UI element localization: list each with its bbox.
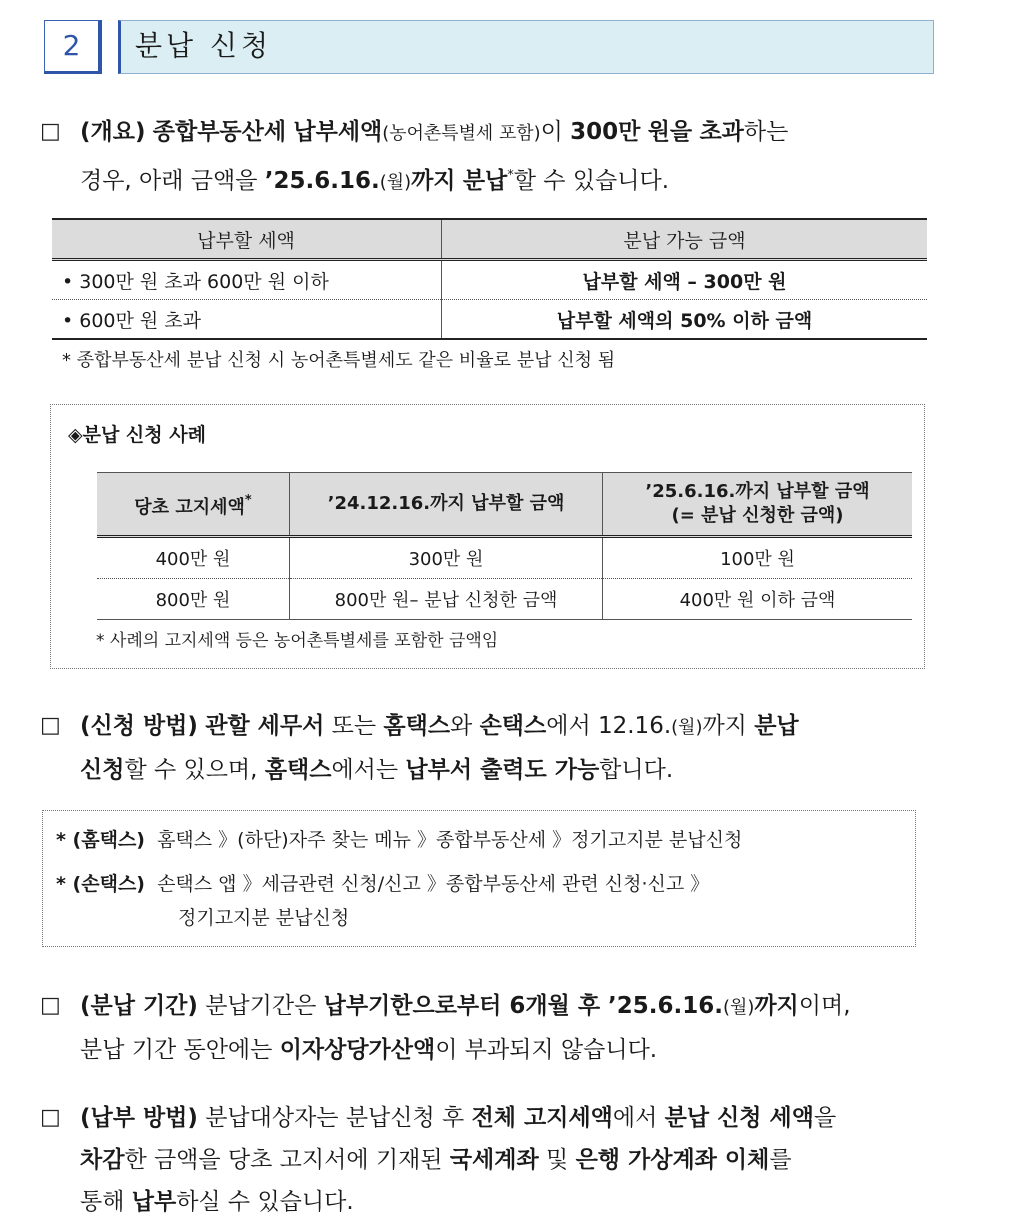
table-row bbox=[52, 260, 927, 300]
checkbox-bullet: □ bbox=[40, 713, 61, 738]
table-cell: 800만 원 bbox=[97, 579, 290, 620]
case-table bbox=[97, 472, 912, 620]
table-cell: 100만 원 bbox=[603, 537, 913, 579]
checkbox-bullet: □ bbox=[40, 119, 61, 144]
payment-line-3: 통해 납부하실 수 있습니다. bbox=[80, 1189, 354, 1215]
section-title: 분납 신청 bbox=[118, 20, 934, 74]
method-line-1: (신청 방법) 관할 세무서 또는 홈택스와 손택스에서 12.16.(월)까지 분납 bbox=[80, 713, 799, 739]
table-row bbox=[52, 300, 927, 340]
table-header: ’25.6.16.까지 납부할 금액 (= 분납 신청한 금액) bbox=[603, 473, 913, 537]
table-row bbox=[97, 579, 912, 620]
table-cell: 400만 원 bbox=[97, 537, 290, 579]
table-cell: 800만 원– 분납 신청한 금액 bbox=[290, 579, 603, 620]
table-header: 당초 고지세액* bbox=[97, 473, 290, 537]
table-cell: • 600만 원 초과 bbox=[52, 300, 442, 340]
table-cell: • 300만 원 초과 600만 원 이하 bbox=[52, 260, 442, 300]
checkbox-bullet: □ bbox=[40, 993, 61, 1018]
checkbox-bullet: □ bbox=[40, 1105, 61, 1130]
method-paragraph bbox=[40, 705, 950, 791]
table-header: 분납 가능 금액 bbox=[442, 219, 928, 260]
period-line-1: (분납 기간) 분납기간은 납부기한으로부터 6개월 후 ’25.6.16.(월)까지이며, bbox=[80, 993, 851, 1019]
overview-line-1: (개요) 종합부동산세 납부세액(농어촌특별세 포함)이 300만 원을 초과하는 bbox=[80, 119, 789, 145]
table-header: 납부할 세액 bbox=[52, 219, 442, 260]
installment-table bbox=[52, 218, 927, 340]
table-header: ’24.12.16.까지 납부할 금액 bbox=[290, 473, 603, 537]
period-line-2: 분납 기간 동안에는 이자상당가산액이 부과되지 않습니다. bbox=[80, 1037, 658, 1063]
table-cell: 납부할 세액 – 300만 원 bbox=[442, 260, 928, 300]
sontax-path-cont: 정기고지분 분납신청 bbox=[178, 907, 350, 929]
section-number: 2 bbox=[44, 20, 102, 74]
payment-line-2: 차감한 금액을 당초 고지서에 기재된 국세계좌 및 은행 가상계좌 이체를 bbox=[80, 1147, 792, 1173]
payment-line-1: (납부 방법) 분납대상자는 분납신청 후 전체 고지세액에서 분납 신청 세액을 bbox=[80, 1105, 837, 1131]
sontax-path: * (손택스) 손택스 앱 》세금관련 신청/신고 》종합부동산세 관련 신청·신고 》 bbox=[56, 873, 710, 895]
case-footnote: * 사례의 고지세액 등은 농어촌특별세를 포함한 금액임 bbox=[96, 631, 499, 651]
footnote: * 종합부동산세 분납 신청 시 농어촌특별세도 같은 비율로 분납 신청 됨 bbox=[62, 350, 616, 371]
overview-paragraph bbox=[40, 111, 950, 204]
payment-paragraph bbox=[40, 1097, 950, 1223]
overview-line-2: 경우, 아래 금액을 ’25.6.16.(월)까지 분납*할 수 있습니다. bbox=[80, 168, 670, 194]
hometax-path: * (홈택스) 홈택스 》(하단)자주 찾는 메뉴 》종합부동산세 》정기고지분 분납신청 bbox=[56, 829, 743, 851]
method-line-2: 신청할 수 있으며, 홈택스에서는 납부서 출력도 가능합니다. bbox=[80, 757, 674, 783]
table-cell: 300만 원 bbox=[290, 537, 603, 579]
table-row bbox=[97, 537, 912, 579]
table-cell: 400만 원 이하 금액 bbox=[603, 579, 913, 620]
case-title: ◈분납 신청 사례 bbox=[68, 424, 206, 446]
table-cell: 납부할 세액의 50% 이하 금액 bbox=[442, 300, 928, 340]
period-paragraph bbox=[40, 985, 950, 1071]
